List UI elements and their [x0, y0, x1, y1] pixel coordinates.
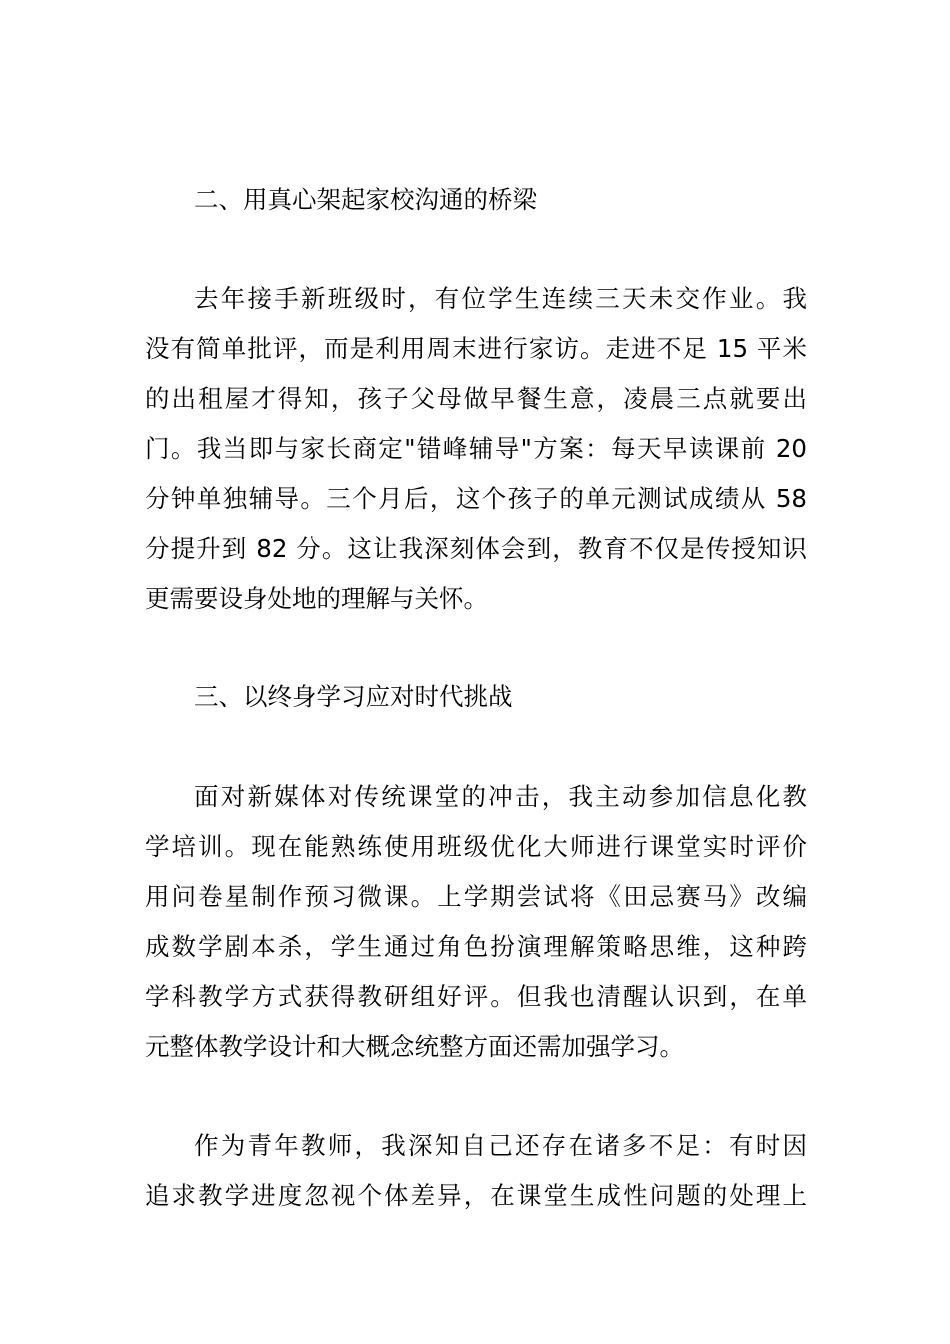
section-heading-2: 二、用真心架起家校沟通的桥梁: [194, 185, 537, 214]
paragraph-line: 面对新媒体对传统课堂的冲击，我主动参加信息化教: [194, 782, 807, 811]
paragraph-line: 用问卷星制作预习微课。上学期尝试将《田忌赛马》改编: [145, 882, 807, 911]
paragraph-line: 学培训。现在能熟练使用班级优化大师进行课堂实时评价: [145, 832, 807, 861]
paragraph-line: 更需要设身处地的理解与关怀。: [145, 584, 488, 613]
paragraph-line: 作为青年教师，我深知自己还存在诸多不足：有时因: [194, 1131, 807, 1160]
paragraph-line: 的出租屋才得知，孩子父母做早餐生意，凌晨三点就要出: [145, 384, 807, 413]
paragraph-line: 去年接手新班级时，有位学生连续三天未交作业。我: [194, 284, 807, 313]
paragraph-line: 学科教学方式获得教研组好评。但我也清醒认识到，在单: [145, 982, 807, 1011]
paragraph-line: 分提升到 82 分。这让我深刻体会到，教育不仅是传授知识: [145, 534, 807, 563]
paragraph-line: 元整体教学设计和大概念统整方面还需加强学习。: [145, 1032, 684, 1061]
paragraph-line: 门。我当即与家长商定"错峰辅导"方案：每天早读课前 20: [145, 434, 807, 463]
paragraph-line: 分钟单独辅导。三个月后，这个孩子的单元测试成绩从 58: [145, 484, 807, 513]
paragraph-line: 成数学剧本杀，学生通过角色扮演理解策略思维，这种跨: [145, 932, 807, 961]
section-heading-3: 三、以终身学习应对时代挑战: [194, 682, 513, 711]
paragraph-line: 没有简单批评，而是利用周末进行家访。走进不足 15 平米: [145, 334, 807, 363]
paragraph-line: 追求教学进度忽视个体差异，在课堂生成性问题的处理上: [145, 1181, 807, 1210]
